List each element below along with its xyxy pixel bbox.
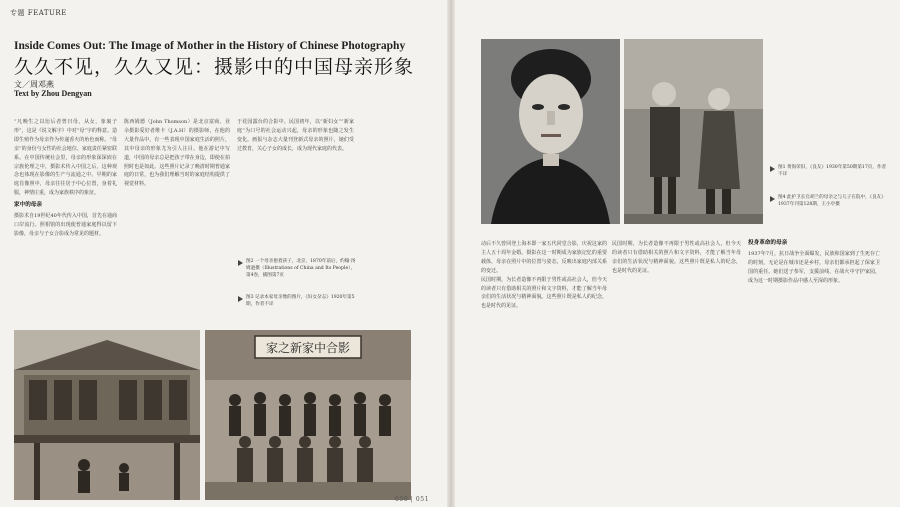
photo-mother-and-son: [624, 39, 763, 224]
photo-portrait-woman: [481, 39, 620, 224]
body-column-3: [237, 118, 354, 254]
body-column-2: [124, 118, 230, 343]
body-column-5: [612, 240, 741, 492]
body-text-3: 于花园露台的合影中。民国初年，以“新妇女”“新家庭”为口号的社会运动兴起，母亲的形象也随之发生变化。画报与杂志大量刊登新式母亲的照片，她们受过教育，关心子女的成长，成为现代家庭的代表。: [237, 119, 354, 152]
body-column-4: [481, 240, 607, 492]
caption-figure-1: 图1 黄海荣旧，《良友》1930年第50期第17页，作者不详: [778, 165, 887, 177]
caption-figure-2: 图2 一个母亲抱着孩子，北京，1870年前后，约翰·汤姆逊摄（Illustrations of China and Its People），第4卷，插图第7页: [246, 259, 356, 278]
caption-figure-3: 图3 记录本家母亲像的图片，《妇女杂志》1920年第5期，作者不详: [246, 295, 355, 307]
subheading-revolutionary-mother: 投身革命的母亲: [748, 240, 788, 246]
subheading-home-mother: 家中的母亲: [14, 202, 42, 209]
body-text-6: 1937年7月，抗日战争全面爆发，民族和国家到了生死存亡的时刻，无论是在城市还是乡村，母亲们都承担起了保家卫国的重任。她们送子参军，支援前线，在战火中守护家园，成为这一时期摄影作品中感人至深的形象。: [748, 250, 880, 284]
page-numbers: 050 | 051: [395, 496, 430, 503]
body-text-2: 陈西姆德（John Thomson）是北京富商、业余摄影爱好者维卡（J.A.H）的摄影师，在他的大量作品中，有一些表现中国家庭生活的照片，其中母亲的形象尤为引人注目。他在游记中写道，中国的母亲总是把孩子带在身边，即使在拍照时也是如此。这些照片记录了晚清时期普通家庭的日常，也为我们理解当时的家庭结构提供了视觉材料。: [124, 119, 230, 188]
body-text-1: “凡晚生之以衍后者曾曰母，从女，象裏子形”，这是《说文解字》中对“母”字的释意。造即生殖作为母亲作为传递香火的角色而称。“母亲”的身份与女性的社会地位、家庭责任紧密联系。在中国传统社会里，母亲的形象深深嵌在宗族伦理之中，摄影术传入中国之后，这种观念也体现在影像的生产与流通之中。早期的家庭肖像照中，母亲往往居于中心位置，身着礼服，神情庄重，成为家族秩序的象征。: [14, 119, 117, 197]
caption-arrow-icon: [770, 166, 775, 172]
body-text-5-cont: 民国时期，为长者造像不再限于男性或高社会人，但今天的读者只有借助相关的照片和文字资料，才能了解当年母亲们的生活状况与精神面貌。这些照片既是私人的纪念，也是时代的见证。: [612, 241, 741, 274]
photo-signboard-text: 家之新家中合影: [265, 341, 351, 355]
body-text-5: 民国时期，为长者造像不再限于男性或高社会人，但今天的读者只有借助相关的照片和文字资料，才能了解当年母亲们的生活状况与精神面貌。这些照片既是私人的纪念，也是时代的见证。: [481, 276, 607, 310]
caption-arrow-icon: [770, 196, 775, 202]
body-text-1b: 摄影术自19世纪40年代传入中国，首先在通商口岸流行。照相馆的出现使普通家庭得以留下影像，母亲与子女合影成为常见的题材。: [14, 213, 117, 237]
body-text-4: 动后不久曾回登上海本即一家五代同堂合影，庆祝这家的主人五十周年金婚。摄影在这一时期成为家族记忆的重要载体，母亲在照片中的位置与姿态，反映出家庭内部关系的变迁。: [481, 241, 607, 274]
article-title-chinese: 久久不见，久久又见：摄影中的中国母亲形象: [14, 56, 415, 78]
body-column-6: [748, 236, 880, 492]
photo-courtyard-house: [14, 330, 200, 500]
author-chinese: 文／周邓燕: [14, 80, 54, 89]
body-column-1: [14, 118, 117, 325]
caption-figure-4: 图4 此护卫长官胡兰的母亲之与儿子在院中，《良友》1937年刊第128期，王小亭摄: [778, 195, 886, 207]
page-gutter: [447, 0, 455, 507]
photo-family-group: [205, 330, 411, 500]
caption-arrow-icon: [238, 260, 243, 266]
author-english: Text by Zhou Dengyan: [14, 89, 92, 98]
caption-arrow-icon: [238, 296, 243, 302]
article-title-english: Inside Comes Out: The Image of Mother in the History of Chinese Photography: [14, 40, 406, 52]
section-label: 专题 FEATURE: [10, 9, 67, 17]
